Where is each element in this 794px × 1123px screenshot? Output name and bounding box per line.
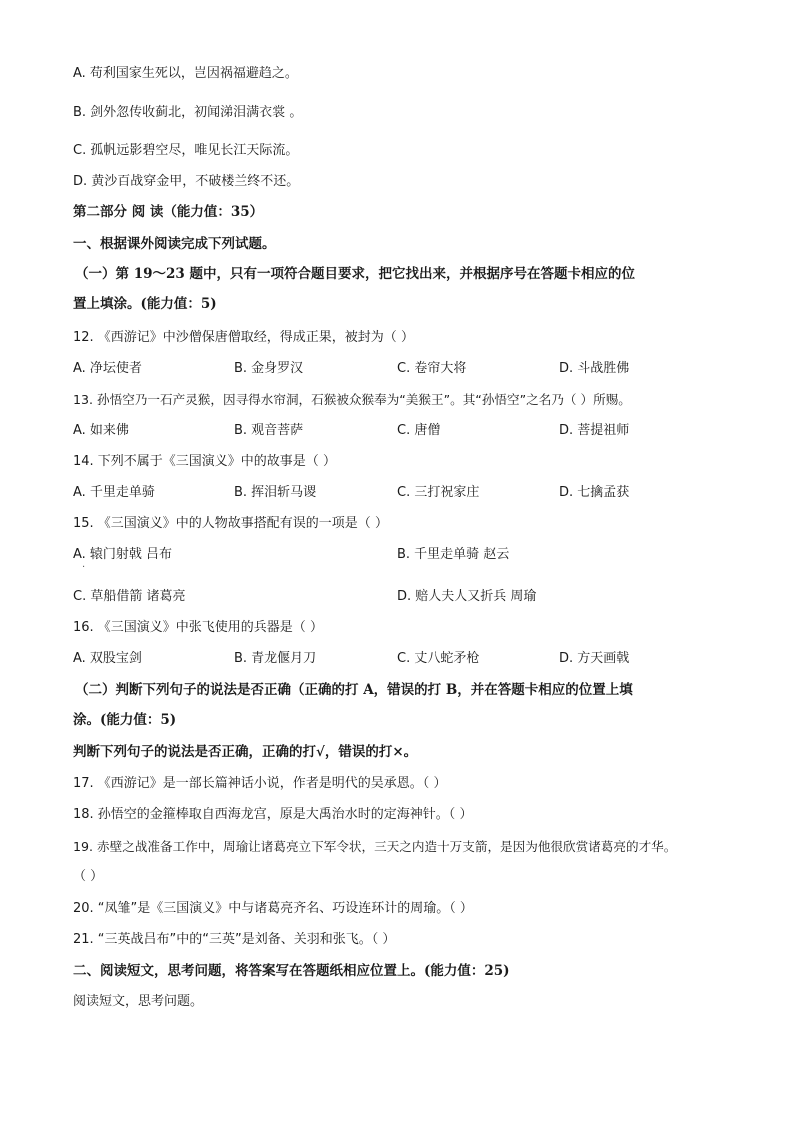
question-stem: 16. 《三国演义》中张飞使用的兵器是（ ） [73,620,323,635]
sub1-instruction-line2: 置上填涂。(能力值：5) [73,296,217,312]
option-b: B. 金身罗汉 [234,361,304,376]
section2-title: 二、阅读短文，思考问题，将答案写在答题纸相应位置上。(能力值：25) [73,963,510,979]
option-a: A. 如来佛 [73,423,129,438]
option-c: C. 卷帘大将 [397,361,467,376]
judge-item: 19. 赤壁之战准备工作中，周瑜让诸葛亮立下军令状，三天之内造十万支箭，是因为他很欣赏诸葛亮的才华。 [73,839,677,854]
judge-item: 17. 《西游记》是一部长篇神话小说，作者是明代的吴承恩。（ ） [73,776,447,791]
option-a: A. 双股宝剑 [73,651,142,666]
section2-intro: 阅读短文，思考问题。 [73,994,204,1009]
question-stem: 13. 孙悟空乃一石产灵猴，因寻得水帘洞，石猴被众猴奉为“美猴王”。其“孙悟空”之名乃（ ）所赐。 [73,392,631,407]
sub2-instruction-line1: （二）判断下列句子的说法是否正确（正确的打 A，错误的打 B，并在答题卡相应的位置上填 [75,682,633,698]
judge-item: 21. “三英战吕布”中的“三英”是刘备、关羽和张飞。（ ） [73,932,396,947]
section1-title: 一、根据课外阅读完成下列试题。 [73,236,276,252]
judge-item-blank: （ ） [73,869,104,884]
option-c: C. 三打祝家庄 [397,485,480,500]
option-c: C. 丈八蛇矛枪 [397,651,480,666]
option-d: D. 七擒孟获 [559,485,630,500]
option-c: C. 唐僧 [397,423,441,438]
option-a: A. 辕门射戟 吕布 [73,547,173,562]
option-d: D. 斗战胜佛 [559,361,630,376]
sub2-instruction-line2: 涂。(能力值：5) [73,712,177,728]
option-b: B. 青龙偃月刀 [234,651,317,666]
stray-dot: · [82,562,86,573]
option-b: B. 观音菩萨 [234,423,304,438]
option-a: A. 净坛使者 [73,361,142,376]
question-stem: 12. 《西游记》中沙僧保唐僧取经，得成正果，被封为（ ） [73,330,414,345]
prev-option-c: C. 孤帆远影碧空尽，唯见长江天际流。 [73,143,299,158]
option-b: B. 千里走单骑 赵云 [397,547,510,562]
prev-option-a: A. 苟利国家生死以，岂因祸福避趋之。 [73,66,298,81]
option-c: C. 草船借箭 诸葛亮 [73,589,186,604]
sub1-instruction-line1: （一）第 19～23 题中，只有一项符合题目要求，把它找出来，并根据序号在答题卡相应的位 [75,266,635,282]
question-stem: 14. 下列不属于《三国演义》中的故事是（ ） [73,454,336,469]
judge-instruction: 判断下列句子的说法是否正确，正确的打√，错误的打×。 [73,744,418,760]
option-d: D. 方天画戟 [559,651,630,666]
prev-option-d: D. 黄沙百战穿金甲，不破楼兰终不还。 [73,174,300,189]
option-a: A. 千里走单骑 [73,485,155,500]
option-d: D. 菩提祖师 [559,423,630,438]
option-d: D. 赔人夫人又折兵 周瑜 [397,589,537,604]
judge-item: 18. 孙悟空的金箍棒取自西海龙宫，原是大禹治水时的定海神针。（ ） [73,807,473,822]
option-b: B. 挥泪斩马谡 [234,485,317,500]
part2-title: 第二部分 阅 读（能力值：35） [73,204,264,220]
prev-option-b: B. 剑外忽传收蓟北，初闻涕泪满衣裳 。 [73,105,303,120]
judge-item: 20. “凤雏”是《三国演义》中与诸葛亮齐名、巧设连环计的周瑜。（ ） [73,901,473,916]
question-stem: 15. 《三国演义》中的人物故事搭配有误的一项是（ ） [73,516,388,531]
